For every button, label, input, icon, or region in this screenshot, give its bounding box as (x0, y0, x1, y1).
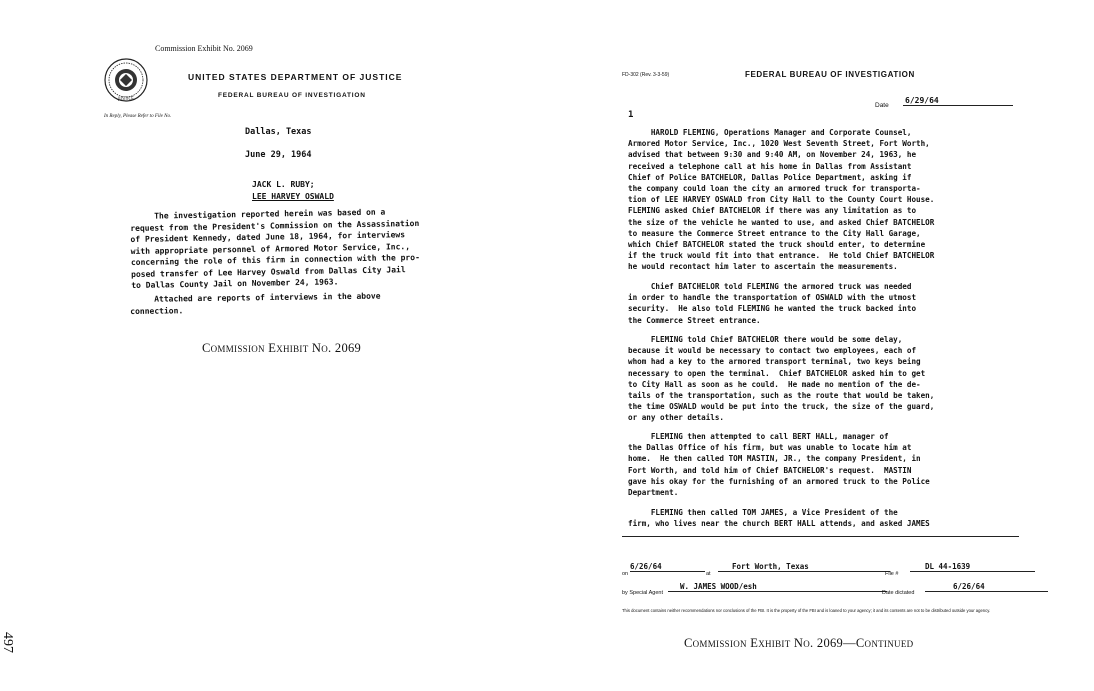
special-agent: W. JAMES WOOD/esh (668, 582, 887, 592)
seal-text: JUSTICE (118, 96, 134, 101)
at-label: at (706, 571, 711, 577)
report-paragraph-2: Chief BATCHELOR told FLEMING the armored truck was needed in order to handle the transportation of OSWALD with the utmost security. He also told FLEMING he wanted the truck backed into the Commerce Street entrance. (628, 282, 917, 325)
file-label: File # (885, 571, 899, 577)
date-dictated: 6/26/64 (925, 582, 1048, 592)
date-label: Date (875, 102, 889, 109)
dictated-label: Date dictated (882, 590, 915, 596)
fbi-header: FEDERAL BUREAU OF INVESTIGATION (745, 70, 915, 79)
letterhead-title: UNITED STATES DEPARTMENT OF JUSTICE (188, 72, 403, 82)
item-number: 1 (628, 110, 634, 120)
file-number: DL 44-1639 (910, 562, 1035, 572)
letter-paragraph-2: Attached are reports of interviews in the above connection. (130, 291, 381, 316)
interview-place: Fort Worth, Texas (718, 562, 890, 572)
subject-line-2: LEE HARVEY OSWALD (252, 192, 334, 201)
exhibit-label: Commission Exhibit No. 2069 (155, 44, 253, 53)
disclaimer: This document contains neither recommendations nor conclusions of the FBI. It is the property of the FBI and is loaned to your agency; it and its contents are not to be distributed outside your agency. (622, 608, 991, 613)
letter-paragraph-1: The investigation reported herein was based on a request from the President's Commission on the Assassination of President Kennedy, dated June 18, 1964, for interviews with appropriate personnel of Armored Motor Service, Inc., concerning the role of this firm in connection with the pro- posed transfer of Lee Harvey Oswald from Dallas City Jail to Dallas County Jail on November 24, 1963. (130, 207, 420, 290)
exhibit-caption: Commission Exhibit No. 2069 (202, 341, 362, 355)
report-paragraph-3: FLEMING told Chief BATCHELOR there would be some delay, because it would be necessary to contact two employees, each of whom had a key to the armored transport terminal, two keys being necessary to open the terminal. Chief BATCHELOR asked him to get to City Hall as soon as he could. He made no mention of the de- tails of the transportation, such as the route that would be taken, the time OSWALD would be put into the truck, the size of the guard, or any other details. (628, 335, 935, 423)
on-label: on (622, 571, 629, 577)
report-paragraph-5: FLEMING then called TOM JAMES, a Vice President of the firm, who lives near the church BERT HALL attends, and asked JAMES (628, 508, 930, 529)
doj-seal-icon (104, 58, 148, 102)
report-paragraph-4: FLEMING then attempted to call BERT HALL, manager of the Dallas Office of his firm, but was unable to locate him at home. He then called TOM MASTIN, JR., the company President, in Fort Worth, and told him of Chief BATCHELOR's request. MASTIN gave his okay for the furnishing of an armored truck to the Police Department. (628, 432, 930, 498)
letter-date: June 29, 1964 (245, 150, 312, 160)
form-number: FD-302 (Rev. 3-3-59) (622, 72, 670, 78)
exhibit-caption-continued: Commission Exhibit No. 2069—Continued (684, 636, 914, 650)
reply-note: In Reply, Please Refer to File No. (104, 114, 172, 119)
report-paragraph-1: HAROLD FLEMING, Operations Manager and Corporate Counsel, Armored Motor Service, Inc., 1020 West Seventh Street, Fort Worth, advised that between 9:30 and 9:40 AM, on November 24, 1963, he received a telephone call at his home in Dallas from Assistant Chief of Police BATCHELOR, Dallas Police Department, asking if the company could loan the city an armored truck for transporta- tion of LEE HARVEY OSWALD from City Hall to the County Court House. FLEMING asked Chief BATCHELOR if there was any limitation as to the size of the vehicle he wanted to use, and asked Chief BATCHELOR to measure the Commerce Street entrance to the City Hall Garage, which Chief BATCHELOR stated the truck should enter, to determine if the truck would fit into that entrance. He told Chief BATCHELOR he would recontact him later to ascertain the measurements. (628, 128, 935, 272)
interview-date: 6/26/64 (630, 562, 705, 572)
letterhead-subtitle: FEDERAL BUREAU OF INVESTIGATION (218, 92, 366, 99)
agent-label: by Special Agent (622, 590, 663, 596)
subject-line-1: JACK L. RUBY; (252, 180, 315, 189)
footer-rule (622, 536, 1019, 537)
page-number: 497 (0, 632, 15, 653)
report-date: 6/29/64 (903, 96, 1013, 106)
letter-city: Dallas, Texas (245, 127, 312, 137)
